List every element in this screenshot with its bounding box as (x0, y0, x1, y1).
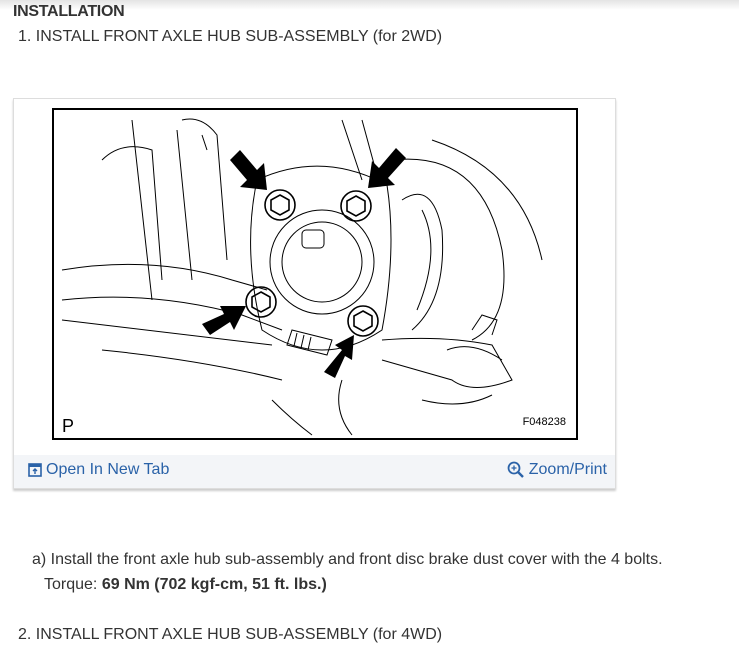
hub-diagram (52, 108, 578, 440)
figure-code: F048238 (522, 416, 566, 428)
hub-illustration (54, 110, 576, 438)
step-2-heading: 2. INSTALL FRONT AXLE HUB SUB-ASSEMBLY (for 4WD) (18, 626, 443, 643)
torque-label: Torque: (44, 576, 98, 593)
torque-value: 69 Nm (702 kgf-cm, 51 ft. lbs.) (101, 576, 327, 593)
open-tab-icon (28, 463, 42, 477)
figure-footer (14, 455, 615, 488)
instruction-text: a) Install the front axle hub sub-assembly and front disc brake dust cover with the 4 bolts. (32, 551, 663, 568)
open-in-new-tab-link[interactable] (28, 461, 169, 479)
zoom-print-link[interactable] (507, 461, 607, 479)
figure-frame (13, 98, 616, 489)
zoom-in-icon (507, 461, 525, 479)
step-1-heading: 1. INSTALL FRONT AXLE HUB SUB-ASSEMBLY (for 2WD) (18, 28, 443, 45)
torque-spec (44, 576, 327, 594)
figure-corner-label: P (62, 416, 75, 436)
zoom-print-label: Zoom/Print (528, 461, 607, 478)
open-in-new-tab-label: Open In New Tab (46, 461, 170, 478)
section-title: INSTALLATION (13, 3, 125, 20)
